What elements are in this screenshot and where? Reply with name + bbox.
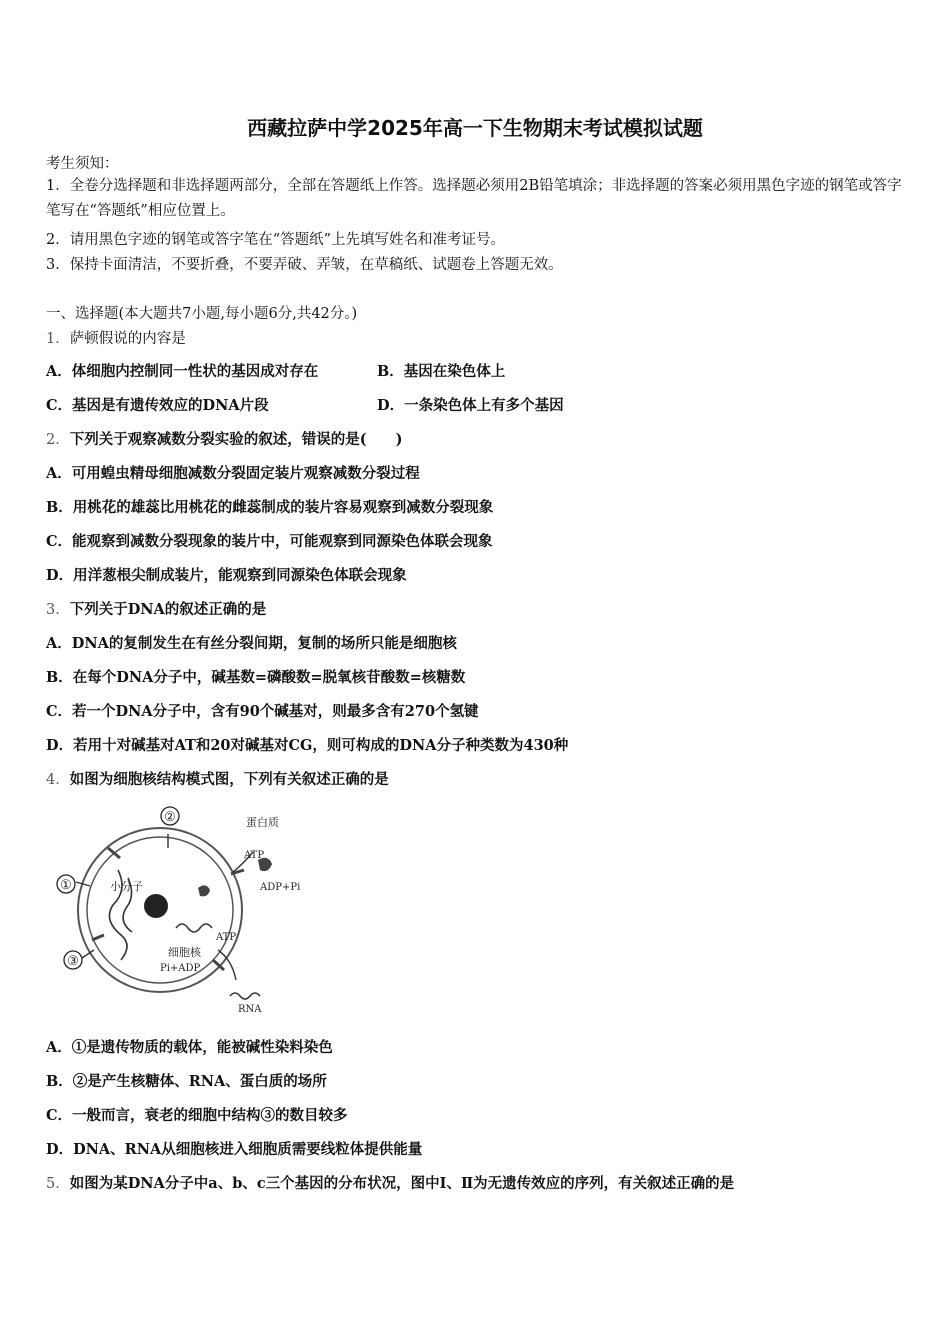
question-stem: 萨顿假说的内容是 — [69, 331, 186, 347]
question-stem: 如图为细胞核结构模式图，下列有关叙述正确的是 — [69, 771, 389, 788]
q3-option-a: A．DNA的复制发生在有丝分裂间期，复制的场所只能是细胞核 — [46, 635, 457, 652]
question-number: 3． — [46, 602, 70, 618]
q1-option-c: C．基因是有遗传效应的DNA片段 — [46, 397, 269, 414]
rna-strand — [176, 924, 212, 932]
question-2 — [46, 428, 402, 449]
question-3 — [46, 598, 266, 619]
question-number: 1． — [46, 331, 70, 347]
atp-label-top: ATP — [244, 850, 265, 861]
notice-heading: 考生须知： — [46, 156, 119, 172]
q4-option-b: B．②是产生核糖体、RNA、蛋白质的场所 — [46, 1073, 327, 1090]
protein-blob — [198, 885, 210, 896]
q2-option-c: C．能观察到减数分裂现象的装片中，可能观察到同源染色体联会现象 — [46, 533, 493, 550]
label-3: ③ — [67, 954, 79, 969]
question-4 — [46, 768, 389, 789]
notice-item-3: 3．保持卡面清洁，不要折叠，不要弄破、弄皱，在草稿纸、试题卷上答题无效。 — [46, 257, 563, 273]
q1-option-b: B．基因在染色体上 — [377, 363, 506, 380]
question-stem: 下列关于观察减数分裂实验的叙述，错误的是( ) — [69, 431, 403, 448]
notice-item-1: 1．全卷分选择题和非选择题两部分，全部在答题纸上作答。选择题必须用2B铅笔填涂；非选择题的答案必须用黑色字迹的钢笔或答字笔写在“答题纸”相应位置上。 — [46, 178, 902, 219]
nucleus-diagram — [48, 800, 338, 1022]
adp-pi-label: ADP+Pi — [260, 882, 301, 893]
rna-strand-outside — [230, 993, 260, 999]
q3-option-b: B．在每个DNA分子中，碱基数=磷酸数=脱氧核苷酸数=核糖数 — [46, 669, 466, 686]
notice-item-2: 2．请用黑色字迹的钢笔或答字笔在“答题纸”上先填写姓名和准考证号。 — [46, 232, 506, 248]
atp-label-mid: ATP — [216, 932, 237, 943]
q3-option-c: C．若一个DNA分子中，含有90个碱基对，则最多含有270个氢键 — [46, 703, 479, 720]
pi-adp-label: Pi+ADP — [160, 963, 201, 974]
page-title: 西藏拉萨中学2025年高一下生物期末考试模拟试题 — [247, 116, 703, 140]
q2-option-a: A．可用蝗虫精母细胞减数分裂固定装片观察减数分裂过程 — [46, 465, 420, 482]
question-number: 5． — [46, 1176, 70, 1192]
nucleus-label: 细胞核 — [168, 946, 201, 959]
q1-option-a: A．体细胞内控制同一性状的基因成对存在 — [46, 363, 319, 380]
q4-option-c: C．一般而言，衰老的细胞中结构③的数目较多 — [46, 1107, 348, 1124]
question-number: 4． — [46, 772, 70, 788]
nucleolus — [144, 894, 168, 918]
section-heading: 一、选择题(本大题共7小题,每小题6分,共42分。) — [46, 306, 358, 322]
q4-option-a: A．①是遗传物质的载体，能被碱性染料染色 — [46, 1039, 333, 1056]
q2-option-b: B．用桃花的雄蕊比用桃花的雌蕊制成的装片容易观察到减数分裂现象 — [46, 499, 494, 516]
label-1: ① — [60, 878, 72, 893]
protein-label: 蛋白质 — [246, 816, 279, 829]
q3-option-d: D．若用十对碱基对AT和20对碱基对CG，则可构成的DNA分子种类数为430种 — [46, 737, 569, 754]
q1-option-d: D．一条染色体上有多个基因 — [377, 397, 564, 414]
label-2: ② — [164, 810, 176, 825]
question-1 — [46, 327, 186, 348]
q2-option-d: D．用洋葱根尖制成装片，能观察到同源染色体联会现象 — [46, 567, 407, 584]
small-molecule-label: 小分子 — [110, 880, 143, 893]
question-5 — [46, 1172, 734, 1193]
question-number: 2． — [46, 432, 70, 448]
q4-option-d: D．DNA、RNA从细胞核进入细胞质需要线粒体提供能量 — [46, 1141, 423, 1158]
nuclear-pore — [92, 935, 104, 940]
question-stem: 下列关于DNA的叙述正确的是 — [69, 601, 267, 618]
rna-label: RNA — [238, 1004, 262, 1015]
question-stem: 如图为某DNA分子中a、b、c三个基因的分布状况，图中Ⅰ、Ⅱ为无遗传效应的序列，有关叙述正确的是 — [69, 1175, 735, 1192]
